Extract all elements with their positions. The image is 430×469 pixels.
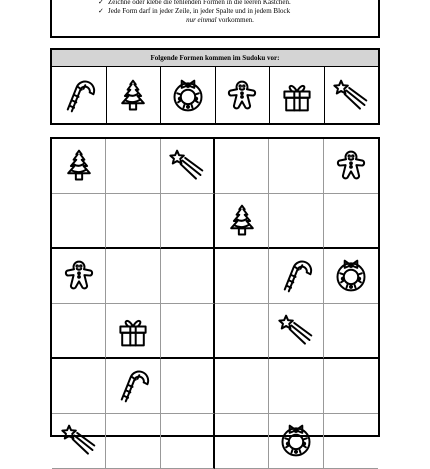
shapes-legend — [50, 48, 380, 125]
sudoku-cell-r6-c5 — [269, 414, 323, 469]
shapes-legend-header: Folgende Formen kommen im Sudoku vor: — [52, 50, 378, 67]
sudoku-cell-r2-c2[interactable] — [106, 194, 160, 249]
rule-2-line-2 — [108, 16, 372, 25]
legend-cell-wreath — [160, 67, 215, 124]
sudoku-cell-r6-c4[interactable] — [215, 414, 269, 469]
sudoku-cell-r4-c2 — [106, 304, 160, 359]
checkmark-icon: ✓ — [98, 0, 104, 6]
rule-2-line-1: Jede Form darf in jeder Zeile, in jeder Spalte und in jedem Block — [108, 7, 291, 15]
rule-1-text: Zeichne oder klebe die fehlenden Formen in die leeren Kästchen. — [108, 0, 291, 6]
christmas-tree-icon — [115, 78, 151, 114]
instructions-box — [50, 0, 380, 38]
sudoku-cell-r6-c2[interactable] — [106, 414, 160, 469]
sudoku-cell-r3-c2[interactable] — [106, 249, 160, 304]
sudoku-cell-r5-c6[interactable] — [324, 359, 378, 414]
rule-2-end: vorkommen. — [218, 16, 254, 24]
sudoku-cell-r1-c2[interactable] — [106, 139, 160, 194]
sudoku-cell-r3-c5 — [269, 249, 323, 304]
legend-cell-shooting-star — [324, 67, 379, 124]
gift-icon — [279, 78, 315, 114]
gift-icon — [115, 313, 151, 349]
legend-cell-gingerbread-man — [215, 67, 270, 124]
sudoku-cell-r4-c4[interactable] — [215, 304, 269, 359]
sudoku-cell-r5-c1[interactable] — [52, 359, 106, 414]
sudoku-cell-r1-c6 — [324, 139, 378, 194]
gingerbread-man-icon — [61, 258, 97, 294]
sudoku-cell-r3-c6 — [324, 249, 378, 304]
sudoku-cell-r2-c1[interactable] — [52, 194, 106, 249]
sudoku-cell-r3-c3[interactable] — [161, 249, 215, 304]
sudoku-cell-r2-c4 — [215, 194, 269, 249]
shooting-star-icon — [61, 423, 97, 459]
sudoku-grid — [50, 137, 380, 437]
candy-cane-icon — [278, 258, 314, 294]
sudoku-cell-r5-c4[interactable] — [215, 359, 269, 414]
christmas-tree-icon — [61, 148, 97, 184]
christmas-tree-icon — [224, 203, 260, 239]
sudoku-cell-r5-c2 — [106, 359, 160, 414]
sudoku-cell-r5-c3[interactable] — [161, 359, 215, 414]
legend-cell-christmas-tree — [106, 67, 161, 124]
sudoku-cell-r2-c5[interactable] — [269, 194, 323, 249]
candy-cane-icon — [115, 368, 151, 404]
sudoku-cell-r3-c4[interactable] — [215, 249, 269, 304]
sudoku-cell-r2-c6[interactable] — [324, 194, 378, 249]
sudoku-cell-r6-c6[interactable] — [324, 414, 378, 469]
sudoku-cell-r1-c3 — [161, 139, 215, 194]
sudoku-cell-r6-c3[interactable] — [161, 414, 215, 469]
wreath-icon — [333, 258, 369, 294]
gingerbread-man-icon — [224, 78, 260, 114]
sudoku-cell-r4-c3[interactable] — [161, 304, 215, 359]
shapes-legend-row — [52, 67, 378, 124]
legend-cell-gift — [269, 67, 324, 124]
shooting-star-icon — [333, 78, 369, 114]
candy-cane-icon — [61, 78, 97, 114]
rule-2-emphasis: nur einmal — [186, 16, 217, 24]
sudoku-cell-r2-c3[interactable] — [161, 194, 215, 249]
gingerbread-man-icon — [333, 148, 369, 184]
sudoku-cell-r3-c1 — [52, 249, 106, 304]
wreath-icon — [170, 78, 206, 114]
legend-cell-candy-cane — [52, 67, 106, 124]
shooting-star-icon — [169, 148, 205, 184]
sudoku-cell-r1-c1 — [52, 139, 106, 194]
checkmark-icon: ✓ — [98, 7, 104, 15]
sudoku-cell-r1-c4[interactable] — [215, 139, 269, 194]
rule-2-text — [108, 7, 372, 25]
sudoku-cell-r6-c1 — [52, 414, 106, 469]
sudoku-cell-r1-c5[interactable] — [269, 139, 323, 194]
shooting-star-icon — [278, 313, 314, 349]
rule-2 — [58, 7, 372, 25]
sudoku-cell-r4-c6[interactable] — [324, 304, 378, 359]
sudoku-cell-r4-c5 — [269, 304, 323, 359]
rule-1 — [58, 0, 372, 7]
wreath-icon — [278, 423, 314, 459]
sudoku-cell-r5-c5[interactable] — [269, 359, 323, 414]
sudoku-cell-r4-c1[interactable] — [52, 304, 106, 359]
